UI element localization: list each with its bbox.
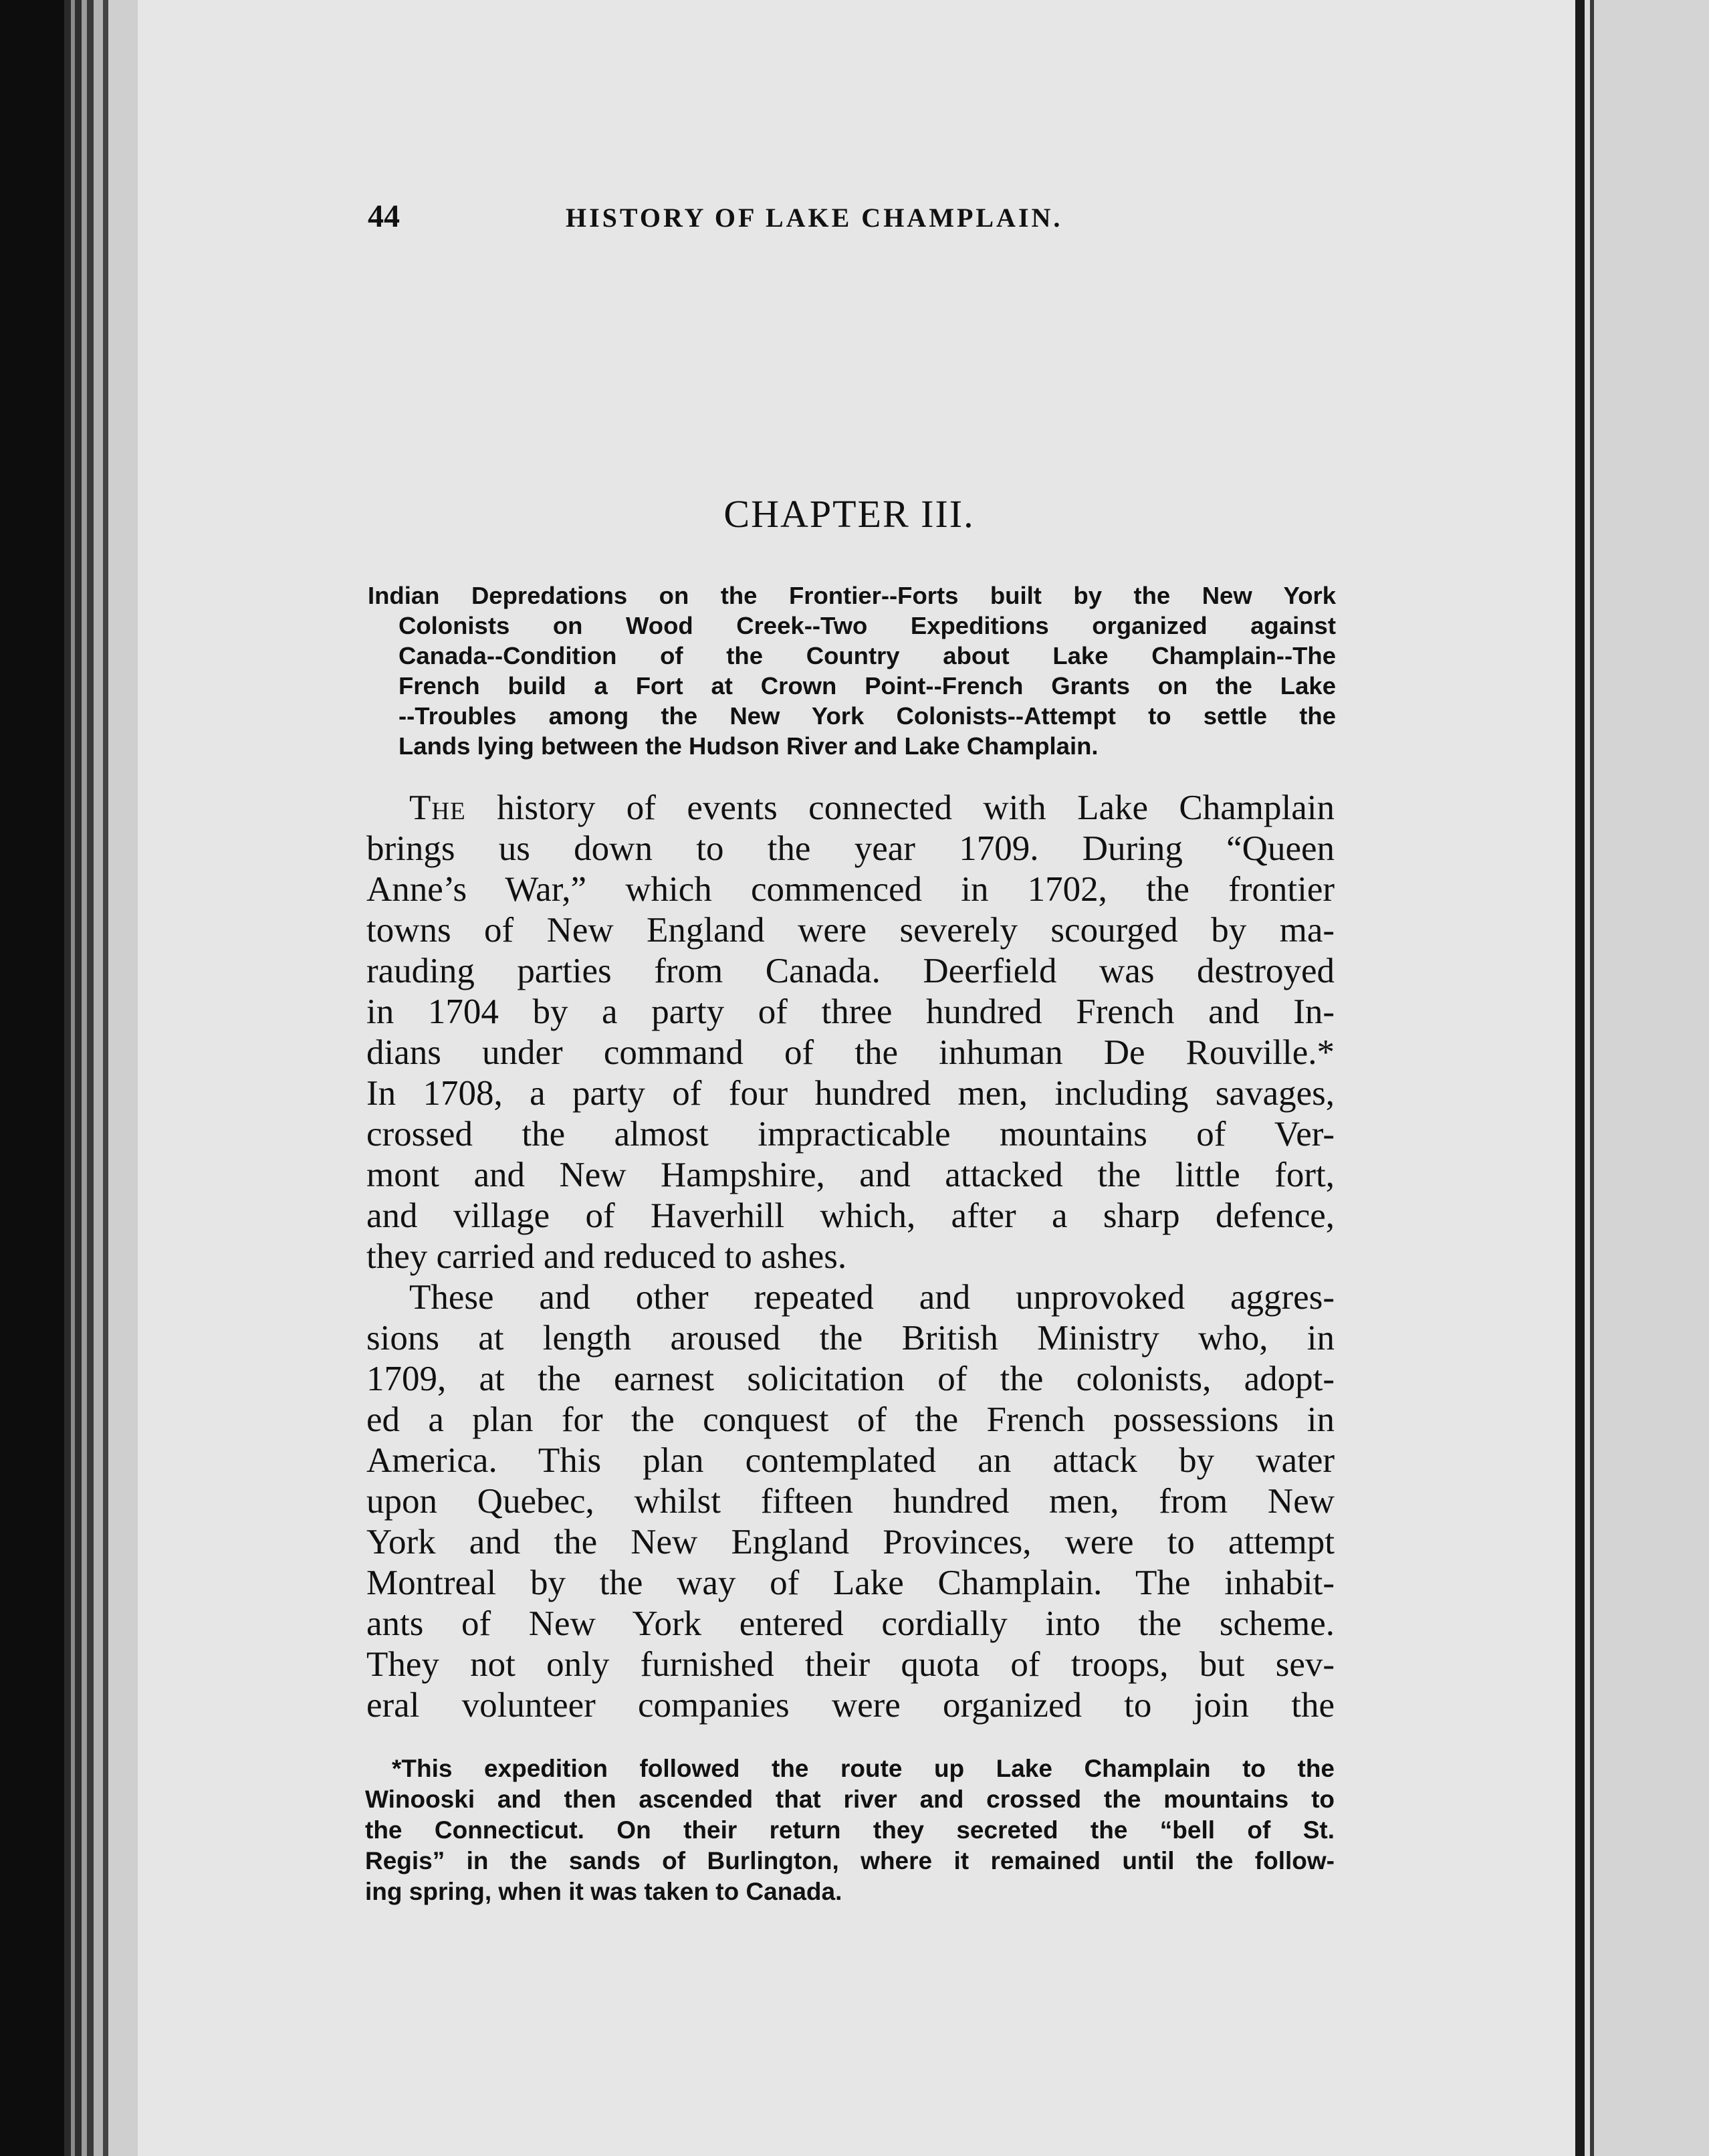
paragraph-line: mont and New Hampshire, and attacked the little fort,	[366, 1156, 1335, 1194]
synopsis-line: Lands lying between the Hudson River and Lake Champlain.	[398, 732, 1099, 760]
running-title: HISTORY OF LAKE CHAMPLAIN.	[566, 203, 1063, 233]
paragraph-line: These and other repeated and unprovoked aggres-	[409, 1278, 1335, 1317]
paragraph-line: America. This plan contemplated an attack by water	[366, 1441, 1335, 1480]
paragraph-line: ed a plan for the conquest of the French possessions in	[366, 1400, 1335, 1439]
paragraph-line: upon Quebec, whilst fifteen hundred men, from New	[366, 1482, 1335, 1521]
paragraph-line: They not only furnished their quota of troops, but sev-	[366, 1645, 1335, 1684]
paragraph-line: rauding parties from Canada. Deerfield was destroyed	[366, 952, 1335, 990]
paragraph-line: 1709, at the earnest solicitation of the colonists, adopt-	[366, 1360, 1335, 1398]
paragraph-line: York and the New England Provinces, were to attempt	[366, 1523, 1335, 1561]
chapter-synopsis	[368, 580, 1336, 761]
footnote	[365, 1753, 1335, 1907]
paragraph-line: eral volunteer companies were organized to join the	[366, 1686, 1335, 1725]
scan-frame-left	[0, 0, 64, 2156]
synopsis-line: Indian Depredations on the Frontier--Forts built by the New York	[368, 582, 1336, 609]
synopsis-line: --Troubles among the New York Colonists--Attempt to settle the	[398, 702, 1336, 730]
footnote-line: the Connecticut. On their return they secreted the “bell of St.	[365, 1816, 1335, 1844]
footnote-line: *This expedition followed the route up Lake Champlain to the	[392, 1755, 1335, 1782]
paragraph-line: Anne’s War,” which commenced in 1702, the frontier	[366, 870, 1335, 909]
paragraph-line: brings us down to the year 1709. During “Queen	[366, 829, 1335, 868]
page-gutter-line	[1575, 0, 1585, 2156]
chapter-title: CHAPTER III.	[723, 492, 975, 536]
footnote-line: Winooski and then ascended that river and crossed the mountains to	[365, 1786, 1335, 1813]
paragraph-line: In 1708, a party of four hundred men, including savages,	[366, 1074, 1335, 1113]
paragraph-line: in 1704 by a party of three hundred French and In-	[366, 992, 1335, 1031]
lead-word: The	[409, 788, 466, 827]
paragraph-line: they carried and reduced to ashes.	[366, 1237, 847, 1276]
footnote-line: ing spring, when it was taken to Canada.	[365, 1878, 842, 1905]
book-page-edges	[64, 0, 138, 2156]
synopsis-line: Canada--Condition of the Country about Lake Champlain--The	[398, 642, 1336, 669]
paragraph-line: sions at length aroused the British Ministry who, in	[366, 1319, 1335, 1358]
paragraph-line: ants of New York entered cordially into the scheme.	[366, 1604, 1335, 1643]
next-page-sliver	[1594, 0, 1709, 2156]
paragraph-line: crossed the almost impracticable mountains of Ver-	[366, 1115, 1335, 1154]
paragraph-line: and village of Haverhill which, after a sharp defence,	[366, 1196, 1335, 1235]
paragraph-line: towns of New England were severely scourged by ma-	[366, 911, 1335, 950]
paragraph-line: dians under command of the inhuman De Rouville.*	[366, 1033, 1335, 1072]
paragraph-line: Montreal by the way of Lake Champlain. The inhabit-	[366, 1564, 1335, 1602]
first-line-text: history of events connected with Lake Champlain	[497, 788, 1335, 827]
footnote-line: Regis” in the sands of Burlington, where it remained until the follow-	[365, 1847, 1335, 1874]
running-head	[368, 198, 1157, 238]
synopsis-line: French build a Fort at Crown Point--French Grants on the Lake	[398, 672, 1336, 699]
paragraph-first-line	[366, 788, 1335, 829]
synopsis-line: Colonists on Wood Creek--Two Expeditions organized against	[398, 612, 1336, 639]
page-number: 44	[368, 199, 400, 234]
body-text	[366, 788, 1335, 1726]
